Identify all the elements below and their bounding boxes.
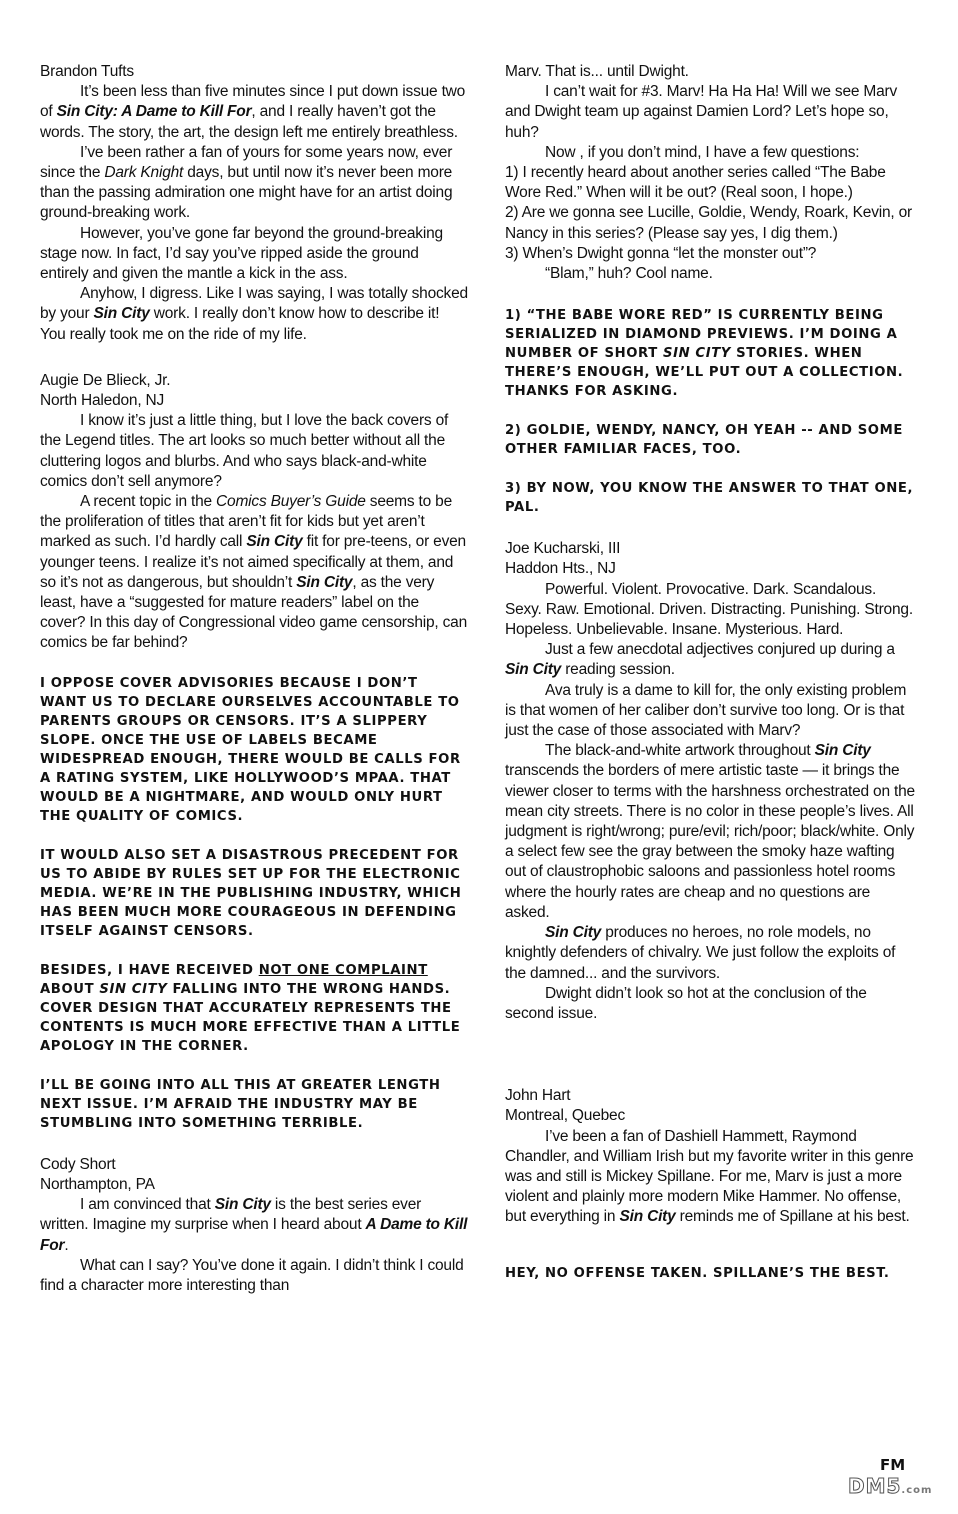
letter-location: Montreal, Quebec	[505, 1107, 626, 1125]
letter-question: 2) Are we gonna see Lucille, Goldie, Wendy, Roark, Kevin, or Nancy in this series? (Please say yes, I dig them.)	[505, 204, 913, 242]
editor-reply: 2) GOLDIE, WENDY, NANCY, OH YEAH -- AND SOME OTHER FAMILIAR FACES, TOO.	[505, 423, 903, 458]
letter-paragraph: Anyhow, I digress. Like I was saying, I was totally shocked by your Sin City work. I really don’t know how to describe it! You really took me on the ride of my life.	[40, 285, 468, 343]
letter-author: John Hart	[505, 1087, 571, 1105]
letter-joe-kucharski	[505, 539, 915, 1024]
letter-cody-short	[40, 1155, 468, 1296]
letter-location: North Haledon, NJ	[40, 392, 165, 410]
editor-reply: IT WOULD ALSO SET A DISASTROUS PRECEDENT FOR US TO ABIDE BY RULES SET UP FOR THE ELECTRONIC MEDIA. WE’RE IN THE PUBLISHING INDUSTRY, WHICH HAS BEEN MUCH MORE COURAGEOUS IN DEFENDING ITSELF AGAINST CENSORS.	[40, 847, 462, 939]
letter-john-hart	[505, 1086, 915, 1227]
letter-paragraph: I am convinced that Sin City is the best series ever written. Imagine my surprise when I heard about A Dame to Kill For.	[40, 1196, 468, 1254]
letter-paragraph: I know it’s just a little thing, but I love the back covers of the Legend titles. The art looks so much better without all the cluttering logos and blurbs. And who says black-and-white comics don’t sell anymore?	[40, 412, 449, 490]
letter-paragraph: Now , if you don’t mind, I have a few questions:	[545, 143, 860, 161]
letter-author: Augie De Blieck, Jr.	[40, 371, 171, 389]
letter-paragraph: I can’t wait for #3. Marv! Ha Ha Ha! Will we see Marv and Dwight team up against Damien Lord? Let’s hope so, huh?	[505, 83, 898, 141]
letter-location: Northampton, PA	[40, 1175, 155, 1193]
letter-brandon-tufts	[40, 62, 468, 345]
letter-paragraph: However, you’ve gone far beyond the ground-breaking stage now. In fact, I’d say you’ve ripped aside the ground entirely and given the mantle a kick in the ass.	[40, 224, 443, 283]
letter-paragraph: I’ve been rather a fan of yours for some years now, ever since the Dark Knight days, but until now it’s never been more than the passing admiration one might have for an artist doing ground-breaking work.	[40, 143, 453, 222]
letter-augie-de-blieck	[40, 371, 468, 654]
letter-paragraph: “Blam,” huh? Cool name.	[545, 265, 713, 283]
letter-question: 3) When’s Dwight gonna “let the monster out”?	[505, 244, 817, 262]
left-column	[40, 62, 468, 1296]
letter-location: Haddon Hts., NJ	[505, 560, 616, 578]
letter-paragraph: Marv. That is... until Dwight.	[505, 63, 689, 80]
editor-initials: FM	[880, 1456, 906, 1474]
letter-author: Joe Kucharski, III	[505, 540, 621, 558]
letter-paragraph: I’ve been a fan of Dashiell Hammett, Raymond Chandler, and William Irish but my favorite writer in this genre was and still is Mickey Spillane. For me, Marv is just a more violent and plainly more modern Mike Hammer. No offense, but everything in Sin City reminds me of Spillane at his best.	[505, 1127, 914, 1226]
editor-reply: I OPPOSE COVER ADVISORIES BECAUSE I DON’T WANT US TO DECLARE OURSELVES ACCOUNTABLE TO PARENTS GROUPS OR CENSORS. IT’S A SLIPPERY SLOPE. ONCE THE USE OF LABELS BECAME WIDESPREAD ENOUGH, THERE WOULD BE CALLS FOR A RATING SYSTEM, LIKE HOLLYWOOD’S MPAA. THAT WOULD BE A NIGHTMARE, AND WOULD ONLY HURT THE QUALITY OF COMICS.	[40, 675, 461, 824]
letter-paragraph: It’s been less than five minutes since I put down issue two of Sin City: A Dame to Kill For, and I really haven’t got the words. The story, the art, the design left me entirely breathless.	[40, 83, 466, 141]
letter-cody-short-continued	[505, 62, 915, 284]
editor-reply: 1) “THE BABE WORE RED” IS CURRENTLY BEING SERIALIZED IN DIAMOND PREVIEWS. I’M DOING A NUMBER OF SHORT SIN CITY STORIES. WHEN THERE’S ENOUGH, WE’LL PUT OUT A COLLECTION. THANKS FOR ASKING.	[505, 308, 904, 400]
site-watermark: DM5.com	[848, 1474, 933, 1498]
letter-author: Brandon Tufts	[40, 63, 134, 80]
editor-reply: HEY, NO OFFENSE TAKEN. SPILLANE’S THE BEST.	[505, 1265, 890, 1281]
letter-paragraph: Ava truly is a dame to kill for, the only existing problem is that women of her caliber don’t survive too long. Or is that just the case of those associated with Marv?	[505, 681, 907, 740]
letter-author: Cody Short	[40, 1155, 116, 1173]
letter-paragraph: Dwight didn’t look so hot at the conclusion of the second issue.	[505, 984, 867, 1022]
letter-paragraph: What can I say? You’ve done it again. I didn’t think I could find a character more interesting than	[40, 1256, 464, 1294]
letter-question: 1) I recently heard about another series called “The Babe Wore Red.” When will it be out? (Real soon, I hope.)	[505, 164, 886, 202]
right-column	[505, 62, 915, 1283]
letter-paragraph: Just a few anecdotal adjectives conjured up during a Sin City reading session.	[505, 641, 895, 679]
editor-reply: 3) BY NOW, YOU KNOW THE ANSWER TO THAT ONE, PAL.	[505, 481, 914, 516]
editor-reply: I’LL BE GOING INTO ALL THIS AT GREATER LENGTH NEXT ISSUE. I’M AFRAID THE INDUSTRY MAY BE STUMBLING INTO SOMETHING TERRIBLE.	[40, 1077, 441, 1131]
letter-paragraph: The black-and-white artwork throughout Sin City transcends the borders of mere artistic taste — it brings the viewer closer to terms with the harshness orchestrated on the mean city streets. There is no color in these people’s lives. All judgment is right/wrong; pure/evil; rich/poor; black/white. Only a select few see the gray between the smoky haze wafting out of claustrophobic saloons and passionless hotel rooms where the hourly rates are cheap and no questions are asked.	[505, 742, 915, 921]
letter-paragraph: Powerful. Violent. Provocative. Dark. Scandalous. Sexy. Raw. Emotional. Driven. Distracting. Punishing. Strong. Hopeless. Unbelievable. Insane. Mysterious. Hard.	[505, 580, 913, 639]
letter-paragraph: A recent topic in the Comics Buyer’s Guide seems to be the proliferation of titles that aren’t fit for kids but yet aren’t marked as such. I’d hardly call Sin City fit for pre-teens, or even younger teens. I realize it’s not aimed specifically at them, and so it’s not as dangerous, but shouldn’t Sin City, as the very least, have a “suggested for mature readers” label on the cover? In this day of Congressional video game censorship, can comics be far behind?	[40, 493, 468, 652]
editor-reply: BESIDES, I HAVE RECEIVED NOT ONE COMPLAINT ABOUT SIN CITY FALLING INTO THE WRONG HANDS. COVER DESIGN THAT ACCURATELY REPRESENTS THE CONTENTS IS MUCH MORE EFFECTIVE THAN A LITTLE APOLOGY IN THE CORNER.	[40, 962, 461, 1054]
letter-paragraph: Sin City produces no heroes, no role models, no knightly defenders of chivalry. We just follow the exploits of the damned... and the survivors.	[505, 924, 896, 982]
